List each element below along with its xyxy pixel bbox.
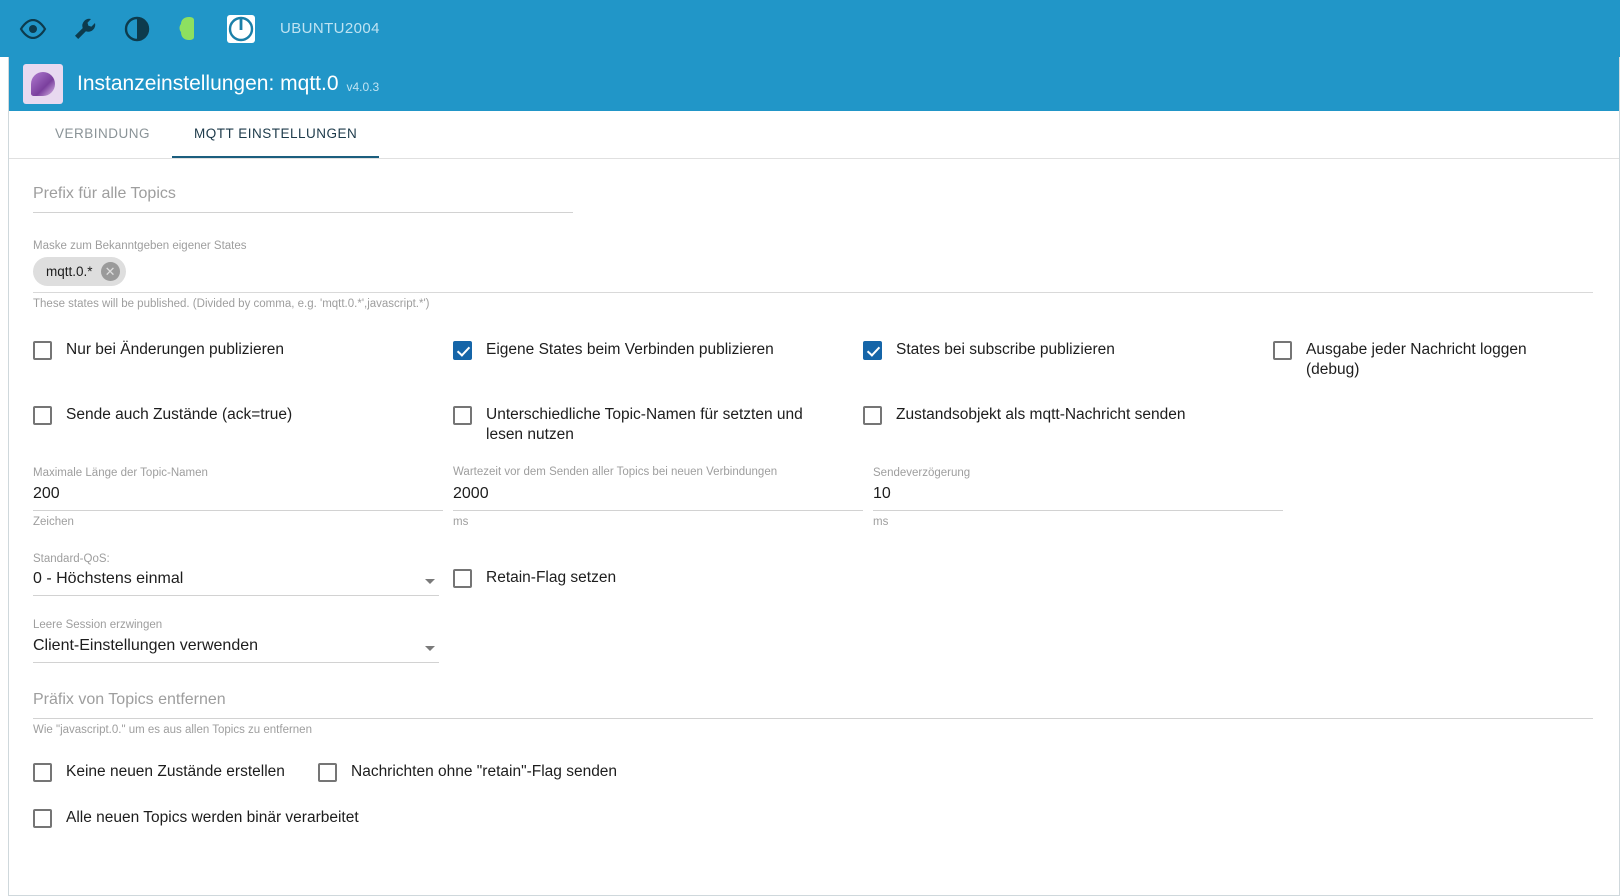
checkbox-all-new-topics-binary[interactable] xyxy=(33,808,1595,828)
checkbox-publish-own-states-on-connect[interactable] xyxy=(453,340,863,360)
checkbox-send-ack-true-states[interactable] xyxy=(33,405,453,425)
checkbox-label: Unterschiedliche Topic-Namen für setzten und lesen nutzen xyxy=(486,406,803,443)
clean-session-row xyxy=(33,618,1595,662)
default-qos-field[interactable] xyxy=(33,552,453,596)
checkbox-log-every-message-debug[interactable] xyxy=(1273,340,1593,379)
mqtt-adapter-logo-icon xyxy=(23,64,63,104)
checkbox-label: States bei subscribe publizieren xyxy=(896,341,1115,359)
checkbox-label: Retain-Flag setzen xyxy=(486,568,617,586)
checkbox-row-bottom-1 xyxy=(33,762,1595,782)
wrench-icon[interactable] xyxy=(70,14,100,44)
default-qos-label: Standard-QoS: xyxy=(33,552,110,565)
checkbox-row-bottom-2 xyxy=(33,808,1595,828)
checkbox-box[interactable] xyxy=(33,341,52,360)
remove-prefix-field[interactable] xyxy=(33,691,1593,736)
chip-remove-icon[interactable]: ✕ xyxy=(101,262,120,281)
checkbox-label: Nur bei Änderungen publizieren xyxy=(66,341,285,359)
checkbox-row-1 xyxy=(33,340,1595,379)
checkbox-label: Nachrichten ohne "retain"-Flag senden xyxy=(351,762,618,780)
checkbox-label: Alle neuen Topics werden binär verarbeitet xyxy=(66,808,359,826)
page-title: Instanzeinstellungen: mqtt.0 xyxy=(77,72,339,95)
checkbox-send-messages-without-retain[interactable] xyxy=(318,762,918,782)
window-title-bar xyxy=(9,57,1619,111)
checkbox-label: Keine neuen Zustände erstellen xyxy=(66,762,285,780)
prefix-all-topics-placeholder: Prefix für alle Topics xyxy=(33,185,176,202)
checkbox-box[interactable] xyxy=(318,763,337,782)
prefix-all-topics-field[interactable] xyxy=(33,185,573,213)
tab-mqtt-einstellungen[interactable]: MQTT EINSTELLUNGEN xyxy=(172,111,379,158)
checkbox-box[interactable] xyxy=(453,569,472,588)
max-topic-length-value[interactable]: 200 xyxy=(33,484,60,502)
contrast-icon[interactable] xyxy=(122,14,152,44)
checkbox-box[interactable] xyxy=(33,809,52,828)
tab-bar xyxy=(9,111,1619,159)
numeric-field-row xyxy=(33,466,1595,528)
clean-session-select[interactable] xyxy=(33,637,439,663)
chevron-down-icon[interactable] xyxy=(425,646,435,651)
brain-icon[interactable] xyxy=(174,14,204,44)
clean-session-field[interactable] xyxy=(33,618,453,662)
send-delay-value[interactable]: 10 xyxy=(873,484,891,502)
max-topic-length-field[interactable] xyxy=(33,466,443,528)
clean-session-value: Client-Einstellungen verwenden xyxy=(33,636,259,654)
checkbox-box[interactable] xyxy=(863,406,882,425)
checkbox-different-topic-names[interactable] xyxy=(453,405,863,444)
default-qos-value: 0 - Höchstens einmal xyxy=(33,570,184,588)
publish-all-delay-value[interactable]: 2000 xyxy=(453,484,489,502)
checkbox-set-retain-flag[interactable] xyxy=(453,568,873,596)
checkbox-publish-states-on-subscribe[interactable] xyxy=(863,340,1273,360)
max-topic-length-unit: Zeichen xyxy=(33,515,74,528)
remove-prefix-placeholder: Präfix von Topics entfernen xyxy=(33,690,226,708)
system-toolbar xyxy=(0,0,1620,57)
publish-all-delay-label: Wartezeit vor dem Senden aller Topics bei neuen Verbindungen xyxy=(453,465,778,478)
checkbox-box[interactable] xyxy=(1273,341,1292,360)
publish-mask-chip-list[interactable] xyxy=(33,257,1593,293)
checkbox-box[interactable] xyxy=(453,341,472,360)
publish-mask-field xyxy=(33,239,1595,310)
tab-verbindung[interactable]: VERBINDUNG xyxy=(55,126,151,141)
publish-mask-label: Maske zum Bekanntgeben eigener States xyxy=(33,240,247,252)
checkbox-do-not-create-new-states[interactable] xyxy=(33,762,318,782)
host-label: UBUNTU2004 xyxy=(280,20,380,37)
checkbox-label: Zustandsobjekt als mqtt-Nachricht senden xyxy=(896,406,1186,424)
checkbox-box[interactable] xyxy=(453,406,472,425)
checkbox-publish-only-on-change[interactable] xyxy=(33,340,453,360)
checkbox-row-2 xyxy=(33,405,1595,444)
chevron-down-icon[interactable] xyxy=(425,579,435,584)
remove-prefix-helper: Wie "javascript.0." um es aus allen Topics zu entfernen xyxy=(33,723,312,736)
checkbox-box[interactable] xyxy=(33,406,52,425)
publish-all-delay-field[interactable] xyxy=(453,466,863,528)
chip-mqtt-mask[interactable] xyxy=(33,257,126,286)
send-delay-field[interactable] xyxy=(873,466,1283,528)
max-topic-length-label: Maximale Länge der Topic-Namen xyxy=(33,466,208,479)
version-label: v4.0.3 xyxy=(346,80,380,94)
adapter-settings-window xyxy=(8,57,1620,896)
send-delay-unit: ms xyxy=(873,515,889,528)
checkbox-send-state-object-as-message[interactable] xyxy=(863,405,1273,425)
default-qos-select[interactable] xyxy=(33,570,439,596)
send-delay-label: Sendeverzögerung xyxy=(873,466,971,479)
eye-icon[interactable] xyxy=(18,14,48,44)
checkbox-box[interactable] xyxy=(33,763,52,782)
power-icon[interactable] xyxy=(226,14,256,44)
qos-row xyxy=(33,552,1595,596)
checkbox-label: Ausgabe jeder Nachricht loggen (debug) xyxy=(1306,341,1527,378)
settings-content xyxy=(9,185,1619,852)
publish-all-delay-unit: ms xyxy=(453,515,469,528)
clean-session-label: Leere Session erzwingen xyxy=(33,619,163,632)
checkbox-label: Eigene States beim Verbinden publizieren xyxy=(486,341,774,359)
chip-label: mqtt.0.* xyxy=(46,264,93,280)
checkbox-label: Sende auch Zustände (ack=true) xyxy=(66,406,293,424)
checkbox-box[interactable] xyxy=(863,341,882,360)
publish-mask-helper: These states will be published. (Divided by comma, e.g. 'mqtt.0.*',javascript.*') xyxy=(33,298,430,311)
